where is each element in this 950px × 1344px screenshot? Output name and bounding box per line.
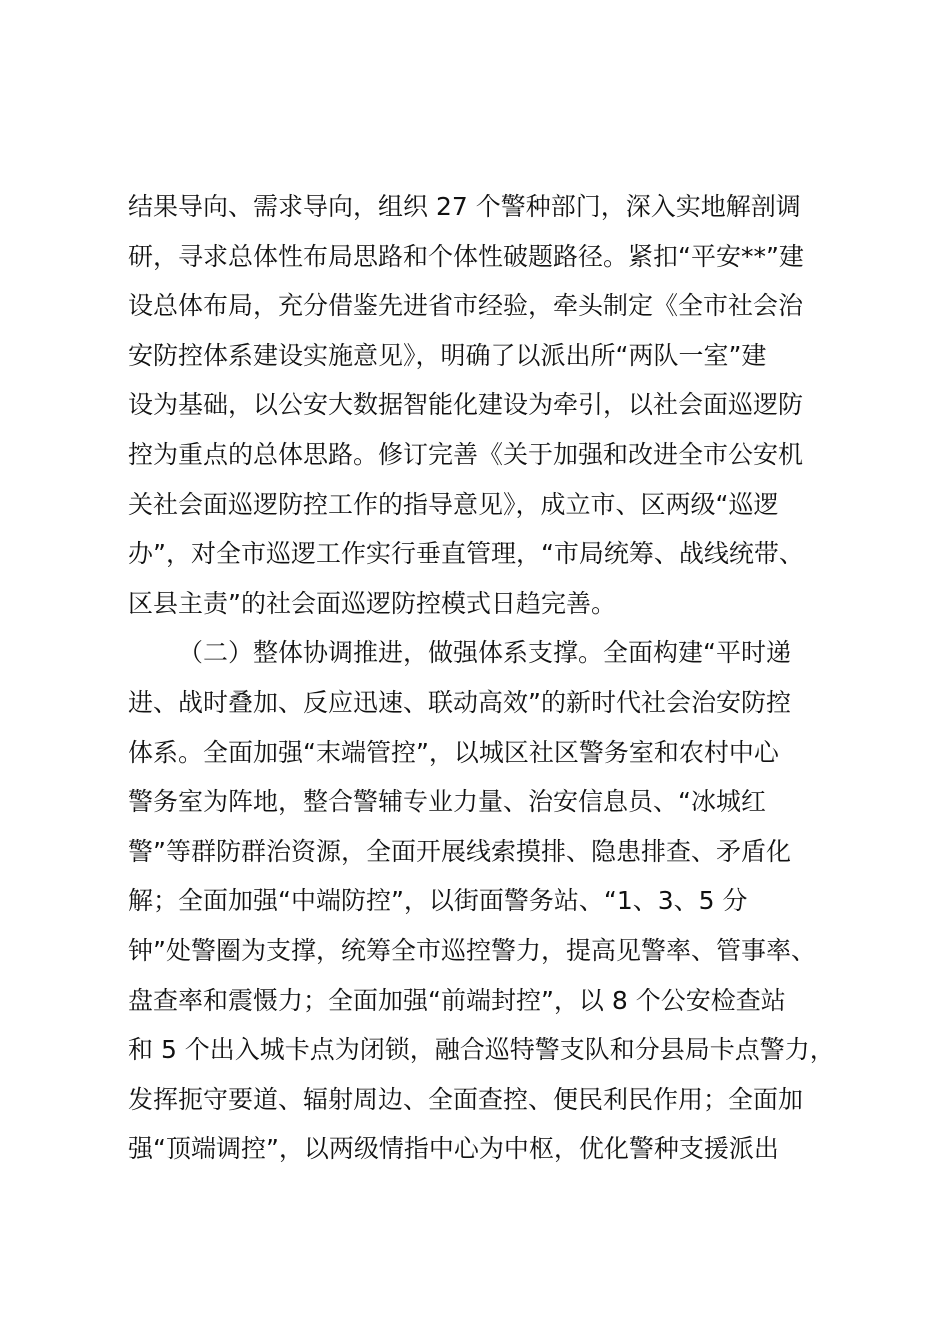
section-heading-line: （二）整体协调推进，做强体系支撑。全面构建“平时递 <box>178 638 791 668</box>
text-line: 警”等群防群治资源，全面开展线索摸排、隐患排查、矛盾化 <box>128 836 791 866</box>
paragraph-1 <box>128 182 840 628</box>
text-line: 进、战时叠加、反应迅速、联动高效”的新时代社会治安防控 <box>128 687 791 717</box>
text-line: 办”，对全市巡逻工作实行垂直管理，“市局统筹、战线统带、 <box>128 539 804 569</box>
text-line: 区县主责”的社会面巡逻防控模式日趋完善。 <box>128 588 616 618</box>
text-line: 研，寻求总体性布局思路和个体性破题路径。紧扣“平安**”建 <box>128 241 804 271</box>
text-line: 安防控体系建设实施意见》，明确了以派出所“两队一室”建 <box>128 340 767 370</box>
text-line: 体系。全面加强“末端管控”，以城区社区警务室和农村中心 <box>128 737 779 767</box>
text-line: 发挥扼守要道、辐射周边、全面查控、便民利民作用；全面加 <box>128 1084 804 1114</box>
text-line: 结果导向、需求导向，组织 27 个警种部门，深入实地解剖调 <box>128 192 801 221</box>
text-line: 和 5 个出入城卡点为闭锁，融合巡特警支队和分县局卡点警力， <box>128 1035 835 1065</box>
paragraph-2 <box>128 628 840 1174</box>
text-line: 强“顶端调控”，以两级情指中心为中枢，优化警种支援派出 <box>128 1134 779 1164</box>
text-line: 警务室为阵地，整合警辅专业力量、治安信息员、“冰城红 <box>128 787 766 817</box>
text-line: 设总体布局，充分借鉴先进省市经验，牵头制定《全市社会治 <box>128 291 804 321</box>
text-line: 盘查率和震慑力；全面加强“前端封控”，以 8 个公安检查站 <box>128 985 786 1015</box>
text-line: 控为重点的总体思路。修订完善《关于加强和改进全市公安机 <box>128 439 804 469</box>
text-line: 钟”处警圈为支撑，统筹全市巡控警力，提高见警率、管事率、 <box>128 935 816 965</box>
text-line: 关社会面巡逻防控工作的指导意见》，成立市、区两级“巡逻 <box>128 489 779 519</box>
text-line: 解；全面加强“中端防控”，以街面警务站、“1、3、5 分 <box>128 886 748 916</box>
body-text <box>128 182 840 1174</box>
text-line: 设为基础，以公安大数据智能化建设为牵引，以社会面巡逻防 <box>128 390 804 420</box>
